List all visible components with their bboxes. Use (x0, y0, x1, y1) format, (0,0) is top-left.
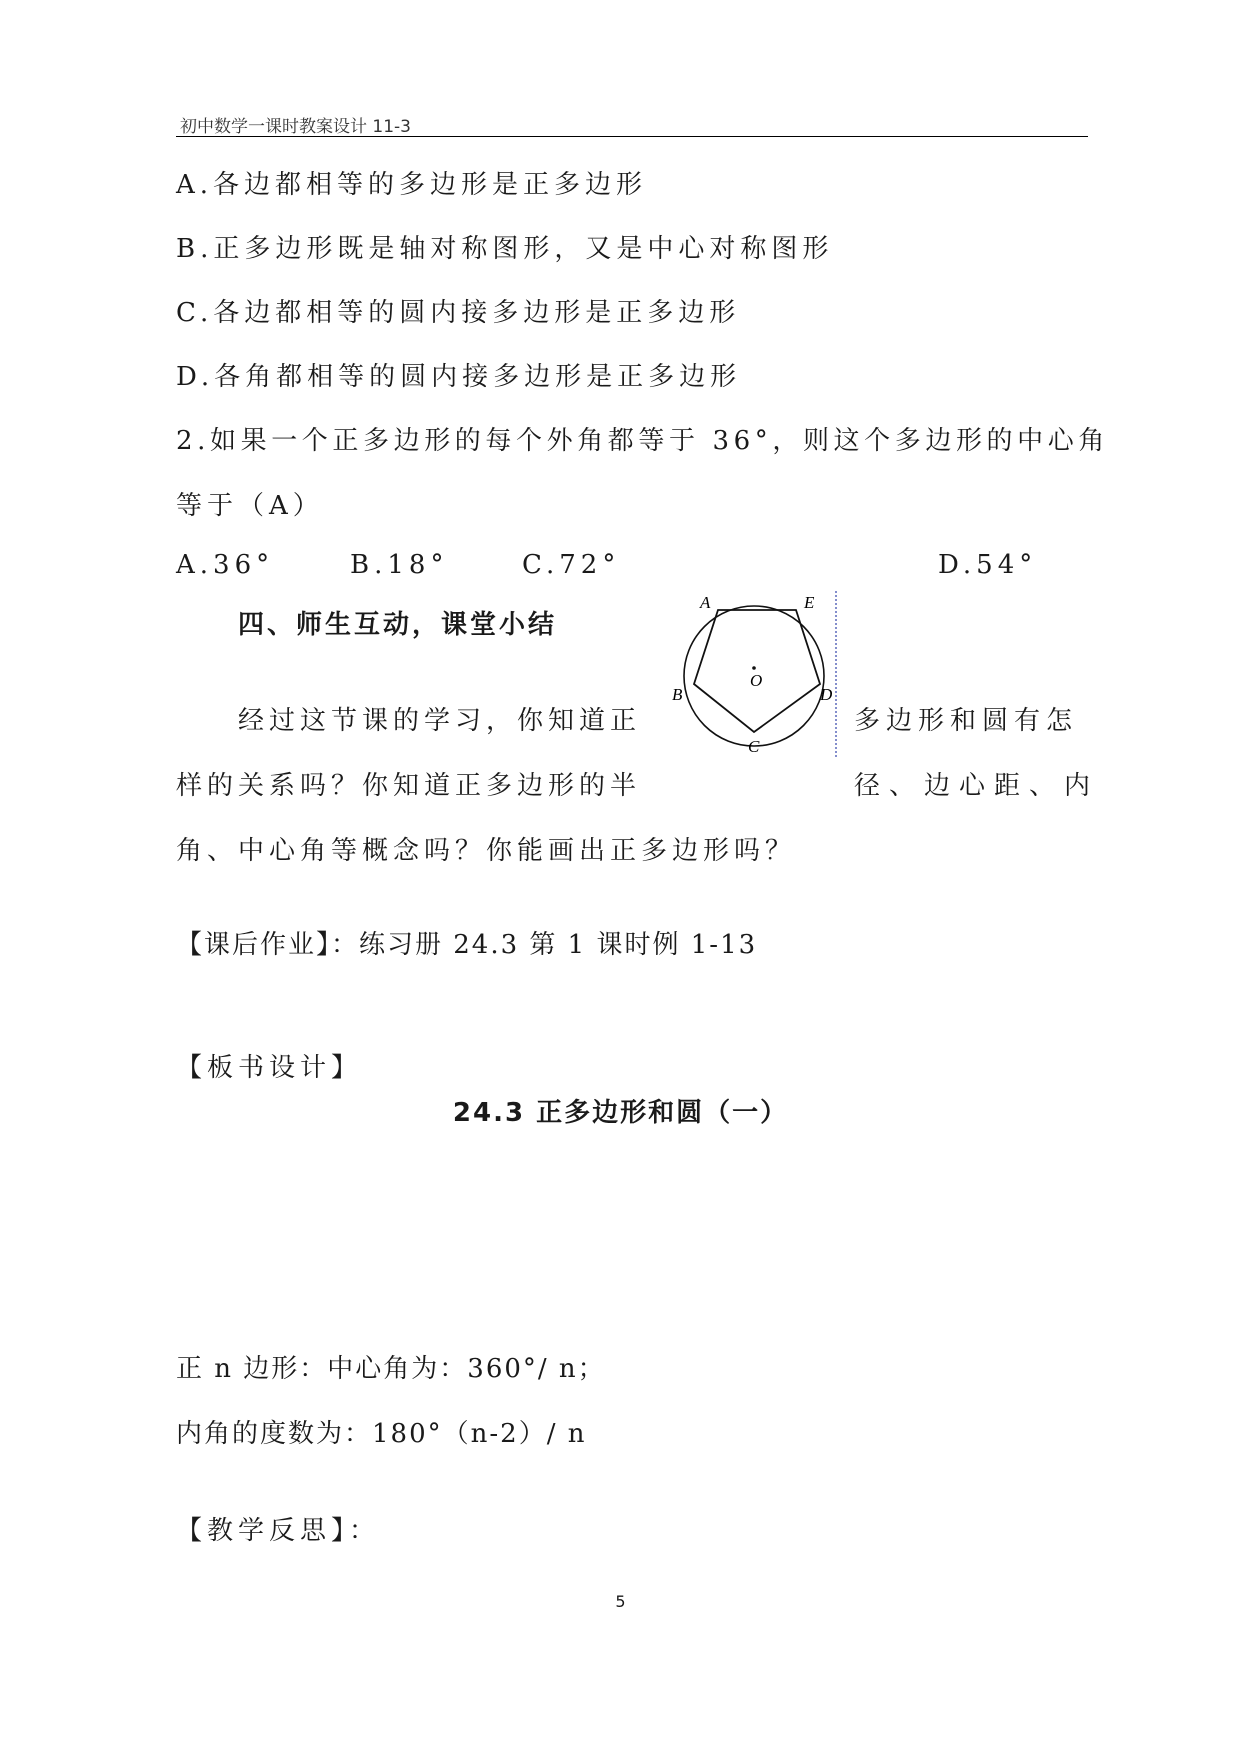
homework-line: 【课后作业】：练习册 24.3 第 1 课时例 1-13 (176, 930, 758, 960)
q2-option-d: D.54° (938, 550, 1038, 580)
q2-stem-line2: 等于（A） (176, 491, 324, 521)
q1-option-d: D.各角都相等的圆内接多边形是正多边形 (176, 362, 742, 392)
label-e: E (804, 593, 815, 612)
page-header: 初中数学一课时教案设计 11-3 (180, 117, 411, 137)
label-c: C (748, 737, 760, 756)
q1-option-c: C.各边都相等的圆内接多边形是正多边形 (176, 298, 741, 328)
section4-heading: 四、师生互动，课堂小结 (238, 610, 558, 640)
board-design-label: 【板书设计】 (176, 1053, 363, 1083)
label-b: B (672, 685, 683, 704)
header-rule (176, 136, 1088, 137)
section4-line3: 角、中心角等概念吗？你能画出正多边形吗？ (176, 836, 797, 866)
section4-line2-right: 径、边心距、内 (854, 771, 1100, 801)
q2-option-b: B.18° (350, 550, 449, 580)
q1-option-b: B.正多边形既是轴对称图形，又是中心对称图形 (176, 234, 834, 264)
formula-central-angle: 正 n 边形：中心角为：360°/ n； (176, 1354, 606, 1384)
pentagon-in-circle-figure (668, 586, 848, 766)
page-number: 5 (615, 1592, 626, 1611)
q2-stem-line1: 2.如果一个正多边形的每个外角都等于 36°，则这个多边形的中心角 (176, 426, 1109, 456)
board-title: 24.3 正多边形和圆（一） (452, 1098, 789, 1128)
section4-line1-right: 多边形和圆有怎 (854, 706, 1079, 736)
q1-option-a: A.各边都相等的多边形是正多边形 (176, 170, 648, 200)
formula-interior-angle: 内角的度数为：180°（n-2）/ n (176, 1419, 587, 1449)
section4-line2-left: 样的关系吗？你知道正多边形的半 (176, 771, 642, 801)
center-point (752, 666, 756, 670)
q2-option-a: A.36° (176, 550, 275, 580)
q2-option-c: C.72° (522, 550, 621, 580)
label-o: O (750, 671, 763, 690)
label-d: D (820, 685, 833, 704)
teaching-reflection-label: 【教学反思】： (176, 1516, 381, 1546)
section4-line1-left: 经过这节课的学习，你知道正 (238, 706, 642, 736)
label-a: A (700, 593, 711, 612)
